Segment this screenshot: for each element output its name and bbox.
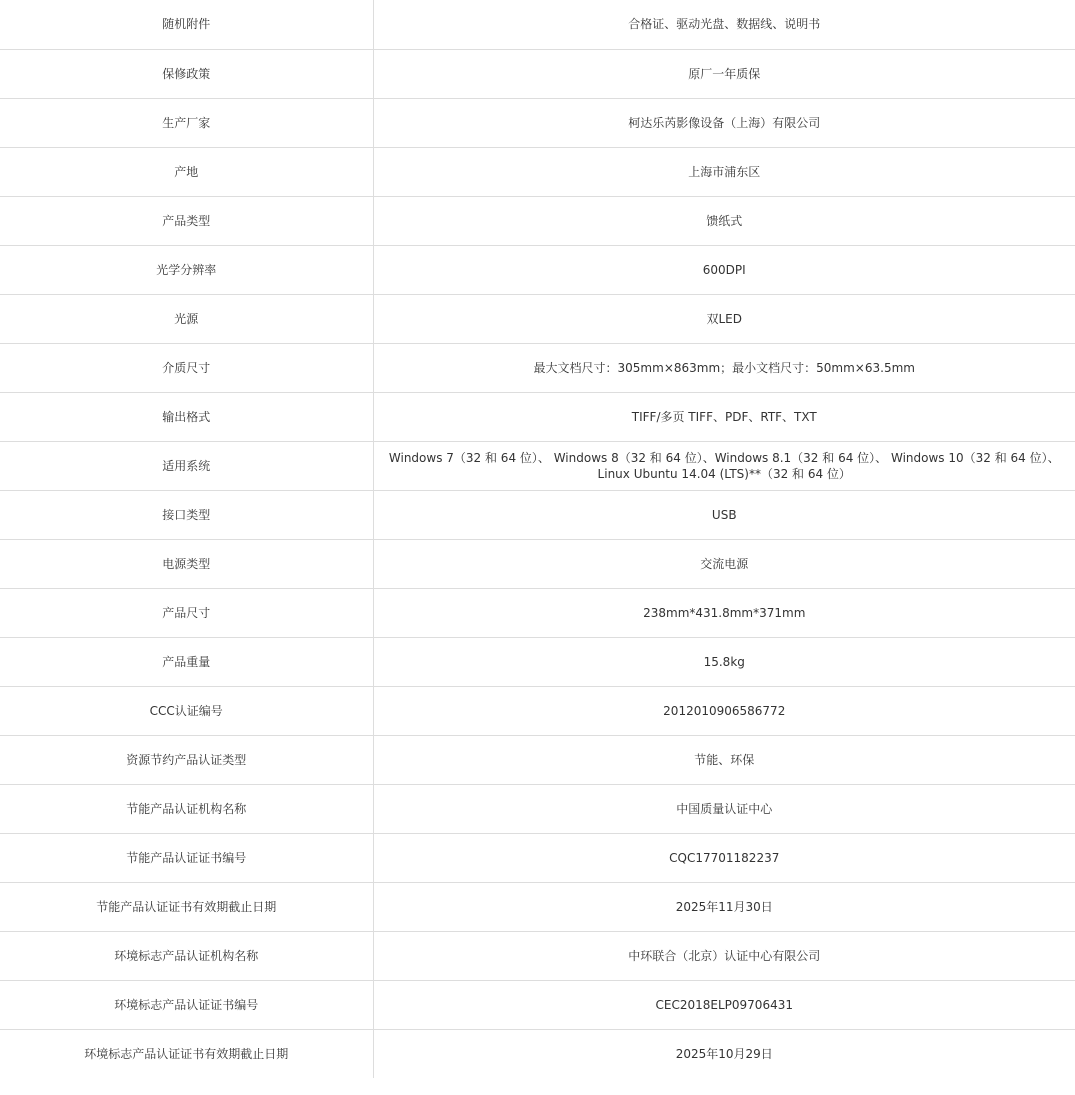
spec-row-energy-cert-number: [0, 833, 1075, 882]
spec-value: 原厂一年质保: [373, 49, 1075, 98]
spec-row-energy-cert-expiry: [0, 882, 1075, 931]
spec-row-product-type: [0, 196, 1075, 245]
spec-row-light-source: [0, 294, 1075, 343]
spec-row-interface: [0, 490, 1075, 539]
spec-value: CEC2018ELP09706431: [373, 980, 1075, 1029]
spec-value: 交流电源: [373, 539, 1075, 588]
spec-value: 馈纸式: [373, 196, 1075, 245]
spec-label: 产品重量: [0, 637, 373, 686]
spec-value: 中国质量认证中心: [373, 784, 1075, 833]
spec-row-output-format: [0, 392, 1075, 441]
spec-value: 2025年10月29日: [675, 1046, 773, 1061]
spec-label: 产品尺寸: [0, 588, 373, 637]
spec-label: CCC认证编号: [0, 686, 373, 735]
spec-label: 输出格式: [0, 392, 373, 441]
spec-label: 保修政策: [0, 49, 373, 98]
spec-row-power-type: [0, 539, 1075, 588]
spec-value: 238mm*431.8mm*371mm: [373, 588, 1075, 637]
spec-label: 光源: [0, 294, 373, 343]
spec-value: 15.8kg: [373, 637, 1075, 686]
spec-value: 最大文档尺寸：305mm×863mm；最小文档尺寸：50mm×63.5mm: [373, 343, 1075, 392]
spec-row-eco-cert-body: [0, 931, 1075, 980]
spec-row-eco-cert-expiry: [0, 1029, 1075, 1078]
spec-label: 光学分辨率: [0, 245, 373, 294]
spec-row-ccc-number: [0, 686, 1075, 735]
spec-label: 产品类型: [0, 196, 373, 245]
spec-value: 柯达乐芮影像设备（上海）有限公司: [373, 98, 1075, 147]
spec-label: 产地: [0, 147, 373, 196]
spec-row-dimensions: [0, 588, 1075, 637]
spec-label: 环境标志产品认证证书编号: [0, 980, 373, 1029]
spec-label: 介质尺寸: [0, 343, 373, 392]
spec-label: 生产厂家: [0, 98, 373, 147]
spec-label: 节能产品认证证书有效期截止日期: [0, 882, 373, 931]
spec-row-resource-cert-type: [0, 735, 1075, 784]
spec-label: 环境标志产品认证证书有效期截止日期: [0, 1029, 373, 1078]
spec-label: 适用系统: [0, 441, 373, 490]
spec-value: 2012010906586772: [373, 686, 1075, 735]
spec-label: 节能产品认证机构名称: [0, 784, 373, 833]
spec-row-weight: [0, 637, 1075, 686]
spec-value: 合格证、驱动光盘、数据线、说明书: [373, 0, 1075, 49]
spec-value: 2025年11月30日: [373, 882, 1075, 931]
spec-label: 节能产品认证证书编号: [0, 833, 373, 882]
spec-value: CQC17701182237: [373, 833, 1075, 882]
spec-value: Windows 7（32 和 64 位）、 Windows 8（32 和 64 位）、Windows 8.1（32 和 64 位）、 Windows 10（32 和 64 位）、Linux Ubuntu 14.04 (LTS)**（32 和 64 位）: [373, 441, 1075, 490]
spec-row-optical-resolution: [0, 245, 1075, 294]
spec-row-supported-os: [0, 441, 1075, 490]
spec-value: 中环联合（北京）认证中心有限公司: [373, 931, 1075, 980]
spec-row-manufacturer: [0, 98, 1075, 147]
spec-row-media-size: [0, 343, 1075, 392]
spec-row-energy-cert-body: [0, 784, 1075, 833]
spec-row-accessories: [0, 0, 1075, 49]
spec-label: 电源类型: [0, 539, 373, 588]
spec-label: 接口类型: [0, 490, 373, 539]
spec-value: 节能、环保: [373, 735, 1075, 784]
spec-value: 600DPI: [373, 245, 1075, 294]
spec-value: TIFF/多页 TIFF、PDF、RTF、TXT: [373, 392, 1075, 441]
spec-row-eco-cert-number: [0, 980, 1075, 1029]
spec-label: 资源节约产品认证类型: [0, 735, 373, 784]
spec-label: 环境标志产品认证机构名称: [0, 931, 373, 980]
spec-label: 随机附件: [0, 0, 373, 49]
spec-row-origin: [0, 147, 1075, 196]
spec-row-warranty: [0, 49, 1075, 98]
spec-value: USB: [373, 490, 1075, 539]
spec-value: 上海市浦东区: [373, 147, 1075, 196]
spec-value: 双LED: [373, 294, 1075, 343]
